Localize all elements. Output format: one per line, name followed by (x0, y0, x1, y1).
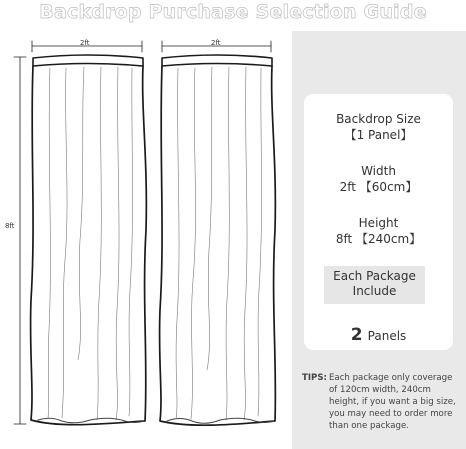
size-label: Backdrop Size (336, 112, 421, 126)
package-label-line1: Each Package (333, 269, 416, 283)
package-label (324, 269, 425, 299)
page-title: Backdrop Purchase Selection Guide (39, 1, 427, 23)
tips-label: TIPS: (302, 373, 327, 383)
width-value: 2ft 【60cm】 (339, 180, 418, 194)
right-width-label: 2ft (211, 39, 221, 47)
panels-count (304, 325, 453, 345)
width-label: Width (361, 164, 396, 178)
size-value: 【1 Panel】 (344, 128, 413, 142)
height-spec-label: Height (358, 216, 399, 230)
panels-unit: Panels (367, 329, 407, 343)
panels-number: 2 (350, 325, 363, 345)
tips-note (302, 372, 462, 432)
height-label: 8ft (5, 222, 15, 230)
left-width-label: 2ft (80, 39, 90, 47)
tips-text: Each package only coverage of 120cm width, 240cm height, if you want a big size, you may need to order more than one package. (329, 373, 456, 431)
height-spec-value: 8ft 【240cm】 (335, 232, 422, 246)
package-label-line2: Include (352, 284, 397, 298)
right-curtain-panel (160, 55, 276, 425)
height-spec (304, 215, 453, 247)
size-spec (304, 111, 453, 143)
width-spec (304, 163, 453, 195)
left-curtain-panel (31, 55, 147, 425)
